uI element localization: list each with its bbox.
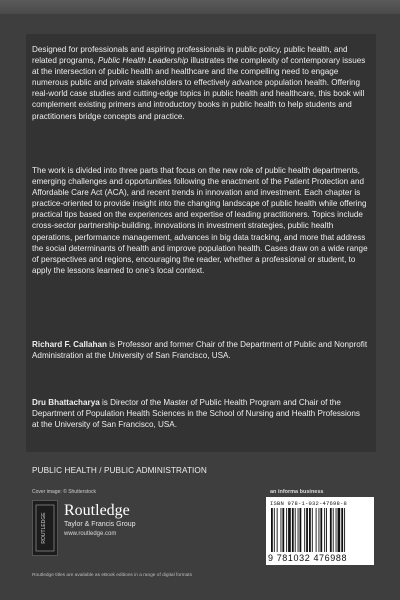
author-bio-2 — [32, 397, 368, 430]
isbn-barcode-box — [266, 497, 374, 565]
svg-text:ROUTLEDGE: ROUTLEDGE — [41, 512, 47, 544]
author-bio-text: is Director of the Master of Public Health Program and Chair of the Department of Population Health Sciences in the School of Nursing and Health Professions at the University of San Francisco, USA. — [32, 398, 360, 430]
author-name: Dru Bhattacharya — [32, 398, 100, 407]
publisher-name: Routledge — [64, 502, 130, 519]
description-paragraph-2: The work is divided into three parts that focus on the new role of public health departments, emerging challenges and opportunities following the enactment of the Patient Protection and Affordable Care Act (ACA), and recent trends in innovation and investment. Each chapter is practice-oriented to provide insight into the changing landscape of public health while offering practical tips based on the experiences and expertise of leading practitioners. Topics include cross-sector partnership-building, innovations in investment strategies, public health operations, performance management, advances in big data tracking, and more that address the social determinants of health and improve population health. Cases draw on a wide range of perspectives and regions, encouraging the reader, whether a professional or student, to apply the lessons learned to one’s local context. — [32, 166, 368, 275]
author-bio-text: is Professor and former Chair of the Department of Public and Nonprofit Administration at the University of San Francisco, USA. — [32, 340, 368, 361]
routledge-logo-icon — [32, 500, 58, 556]
subject-category: PUBLIC HEALTH / PUBLIC ADMINISTRATION — [32, 466, 207, 475]
description-paragraph-1 — [32, 44, 368, 122]
publisher-logo — [32, 500, 172, 556]
cover-credit: Cover image: © Shutterstock — [32, 489, 96, 495]
informa-tagline: an informa business — [270, 489, 324, 495]
description-text: Designed for professionals and aspiring professionals in public policy, public health, and related programs, — [32, 45, 348, 66]
barcode-digits: 9 781032 476988 — [268, 553, 348, 563]
description-text: illustrates the complexity of contemporary issues at the intersection of public health and healthcare and the compelling need to engage numerous public and private stakeholders to effectively advance population health. Offering real-world case studies and cutting-edge topics in public health and healthcare, this book will complement existing primers and introductory books in public health to help students and practitioners bridge concepts and practice. — [32, 56, 366, 121]
top-band — [0, 0, 400, 14]
publisher-url: www.routledge.com — [64, 531, 117, 537]
publisher-group: Taylor & Francis Group — [64, 521, 136, 528]
footer-note: Routledge titles are available as eBook editions in a range of digital formats — [32, 573, 192, 578]
author-name: Richard F. Callahan — [32, 340, 107, 349]
book-title-italic: Public Health Leadership — [97, 56, 189, 66]
barcode-icon — [270, 508, 370, 552]
isbn-label: ISBN 978-1-032-47698-8 — [270, 500, 348, 507]
author-bio-1 — [32, 339, 368, 361]
